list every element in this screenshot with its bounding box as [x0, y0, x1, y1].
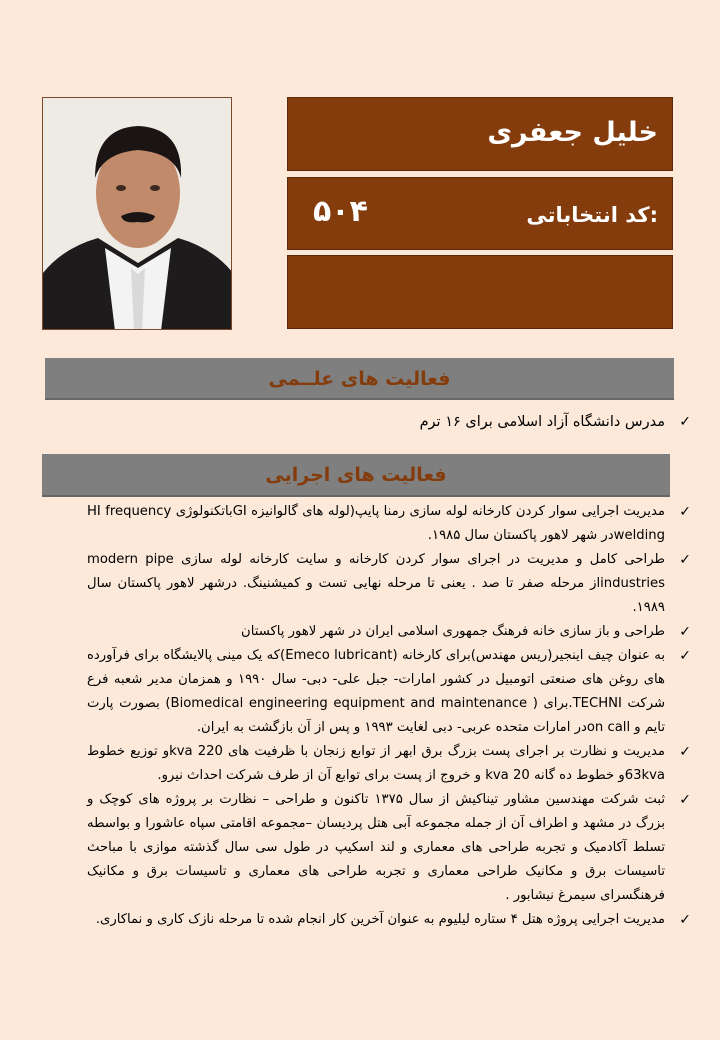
executive-item-text: ثبت شرکت مهندسین مشاور تیناکیش از سال ۱۳۷۵ تاکنون و طراحی – نظارت بر پروژه های کوچک و بزرگ در مشهد و اطراف آن از جمله مجموعه آبی هتل پردیسان –مجموعه اقامتی سپاه عاشورا و بواسطه تسلط آکادمیک و تجربه طراحی های معماری و لند اسکیپ در طول سی سال گذشته موازی با مباحث تاسیسات برق و مکانیک طراحی معماری و تجربه طراحی های معماری و تاسیسات برق و مکانیک فرهنگسرای سیمرغ نیشابور . [87, 792, 665, 903]
name-box [287, 97, 673, 171]
executive-list [87, 500, 691, 932]
list-item [87, 548, 691, 620]
check-icon: ✓ [679, 414, 691, 430]
check-icon: ✓ [679, 504, 691, 520]
list-item [87, 740, 691, 788]
executive-item-text: طراحی کامل و مدیریت در اجرای سوار کردن کارخانه و سایت کارخانه لوله سازی modern pipe industriesاز مرحله صفر تا صد . یعنی تا مرحله نهایی تست و کمیشنینگ. درشهر لاهور پاکستان سال ۱۹۸۹. [87, 552, 665, 615]
empty-box [287, 255, 673, 329]
academic-section-title: فعالیت های علــمی [45, 358, 674, 400]
executive-item-text: به عنوان چیف اینجیر(ریس مهندس)برای کارخانه (Emeco lubricant)که یک مینی پالایشگاه برای فرآورده های روغن های صنعتی اتومبیل در کشور امارات- جبل علی- دبی- سال ۱۹۹۰ و همزمان مدیر شعبه فرع شرکت TECHNI.برای ( Biomedical engineering equipment and maintenance) بصورت پارت تایم و on callدر امارات متحده عربی- دبی لغایت ۱۹۹۳ و پس از آن بازگشت به ایران. [87, 648, 666, 735]
portrait-photo [42, 97, 232, 330]
executive-item-text: مدیریت اجرایی سوار کردن کارخانه لوله سازی رمنا پایپ(لوله های گالوانیزه GIباتکنولوژی HI frequency weldingدر شهر لاهور پاکستان سال ۱۹۸۵. [87, 504, 665, 543]
list-item [87, 500, 691, 548]
list-item [105, 414, 691, 430]
check-icon: ✓ [679, 648, 691, 664]
academic-item-text: مدرس دانشگاه آزاد اسلامی برای ۱۶ ترم [419, 414, 665, 430]
list-item [87, 644, 691, 740]
executive-item-text: مدیریت اجرایی پروژه هتل ۴ ستاره لیلیوم به عنوان آخرین کار انجام شده تا مرحله نازک کاری و نماکاری. [95, 912, 665, 927]
code-label: کد انتخاباتی: [526, 203, 658, 227]
check-icon: ✓ [679, 912, 691, 928]
executive-item-text: مدیریت و نظارت بر اجرای پست بزرگ برق ابهر از توابع زنجان با ظرفیت های 220 kvaو توزیع خطوط 63kvaو خطوط ده گانه 20 kva و خروج از پست برای توابع آن از طرف شرکت احداث نیرو. [87, 744, 665, 783]
check-icon: ✓ [679, 624, 691, 640]
executive-item-text: طراحی و باز سازی خانه فرهنگ جمهوری اسلامی ایران در شهر لاهور پاکستان [241, 624, 665, 639]
portrait-illustration [43, 98, 232, 330]
list-item [87, 620, 691, 644]
candidate-name: خلیل جعفری [487, 117, 658, 148]
check-icon: ✓ [679, 744, 691, 760]
code-box [287, 177, 673, 250]
academic-list [105, 414, 691, 430]
check-icon: ✓ [679, 552, 691, 568]
check-icon: ✓ [679, 792, 691, 808]
list-item [87, 908, 691, 932]
code-value: ۵۰۴ [313, 194, 368, 229]
executive-section-title: فعالیت های اجرایی [42, 454, 670, 497]
list-item [87, 788, 691, 908]
